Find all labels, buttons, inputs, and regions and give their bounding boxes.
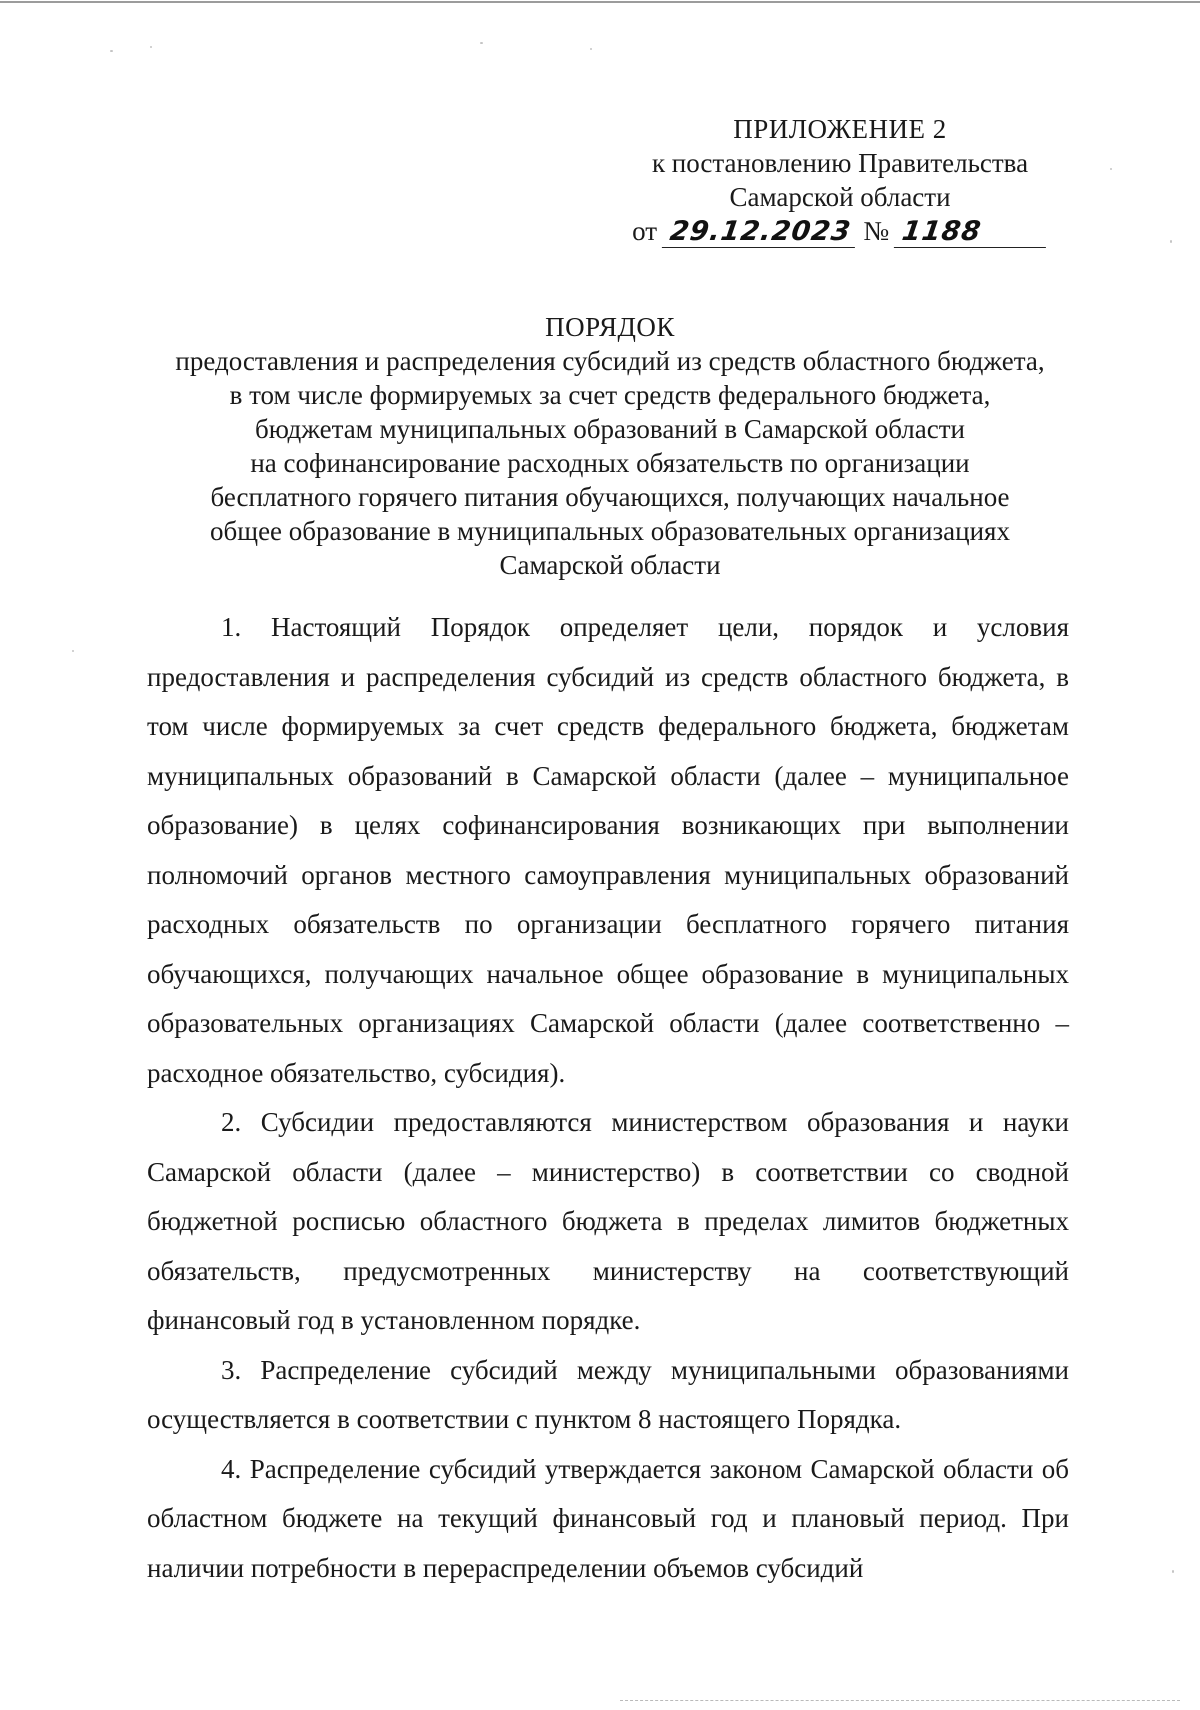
document-subtitle-line: общее образование в муниципальных образовательных организациях bbox=[210, 516, 1010, 546]
document-subtitle-line: бюджетам муниципальных образований в Самарской области bbox=[255, 414, 965, 444]
attachment-block bbox=[600, 112, 1080, 248]
scan-speck bbox=[110, 50, 113, 52]
document-subtitle-line: бесплатного горячего питания обучающихся, получающих начальное bbox=[210, 482, 1010, 512]
scan-speck bbox=[1172, 1570, 1174, 1573]
scan-edge-top bbox=[0, 1, 1200, 3]
number-prefix: № bbox=[863, 216, 890, 246]
handwritten-date: 29.12.2023 bbox=[662, 217, 859, 248]
handwritten-number: 1188 bbox=[894, 217, 1050, 248]
document-subtitle-line: в том числе формируемых за счет средств федерального бюджета, bbox=[229, 380, 991, 410]
date-prefix: от bbox=[632, 216, 658, 246]
attachment-title: ПРИЛОЖЕНИЕ 2 bbox=[733, 114, 947, 144]
document-subtitle-line: Самарской области bbox=[499, 550, 721, 580]
document-body bbox=[147, 603, 1069, 1593]
paragraph-4: 4. Распределение субсидий утверждается законом Самарской области об областном бюджете на текущий финансовый год и плановый период. При наличии потребности в перераспределении объемов субсидий bbox=[147, 1453, 1069, 1583]
document-subtitle-line: предоставления и распределения субсидий из средств областного бюджета, bbox=[175, 346, 1045, 376]
scan-speck bbox=[480, 42, 483, 44]
paragraph-2: 2. Субсидии предоставляются министерством образования и науки Самарской области (далее – министерство) в соответствии со сводной бюджетной росписью областного бюджета в пределах лимитов бюджетных обязательств, предусмотренных министерству на соответствующий финансовый год в установленном порядке. bbox=[147, 1107, 1069, 1335]
document-heading: ПОРЯДОК bbox=[545, 312, 675, 342]
scan-speck bbox=[72, 650, 74, 652]
scan-speck bbox=[1170, 240, 1172, 243]
attachment-date-number-row bbox=[600, 214, 1080, 248]
scan-edge-bottom bbox=[620, 1700, 1180, 1702]
document-title-block bbox=[140, 310, 1080, 582]
paragraph-1: 1. Настоящий Порядок определяет цели, порядок и условия предоставления и распределения субсидий из средств областного бюджета, в том числе формируемых за счет средств федерального бюджета, бюджетам муниципальных образований в Самарской области (далее – муниципальное образование) в целях софинансирования возникающих при выполнении полномочий органов местного самоуправления муниципальных образований расходных обязательств по организации бесплатного горячего питания обучающихся, получающих начальное общее образование в муниципальных образовательных организациях Самарской области (далее соответственно – расходное обязательство, субсидия). bbox=[147, 612, 1069, 1088]
scan-speck bbox=[150, 46, 152, 48]
scan-speck bbox=[590, 48, 592, 50]
attachment-line-resolution: к постановлению Правительства bbox=[651, 148, 1029, 178]
paragraph-3: 3. Распределение субсидий между муниципальными образованиями осуществляется в соответствии с пунктом 8 настоящего Порядка. bbox=[147, 1354, 1069, 1434]
attachment-line-region: Самарской области bbox=[729, 182, 951, 212]
scan-speck bbox=[1110, 168, 1112, 170]
document-subtitle-line: на софинансирование расходных обязательств по организации bbox=[250, 448, 970, 478]
